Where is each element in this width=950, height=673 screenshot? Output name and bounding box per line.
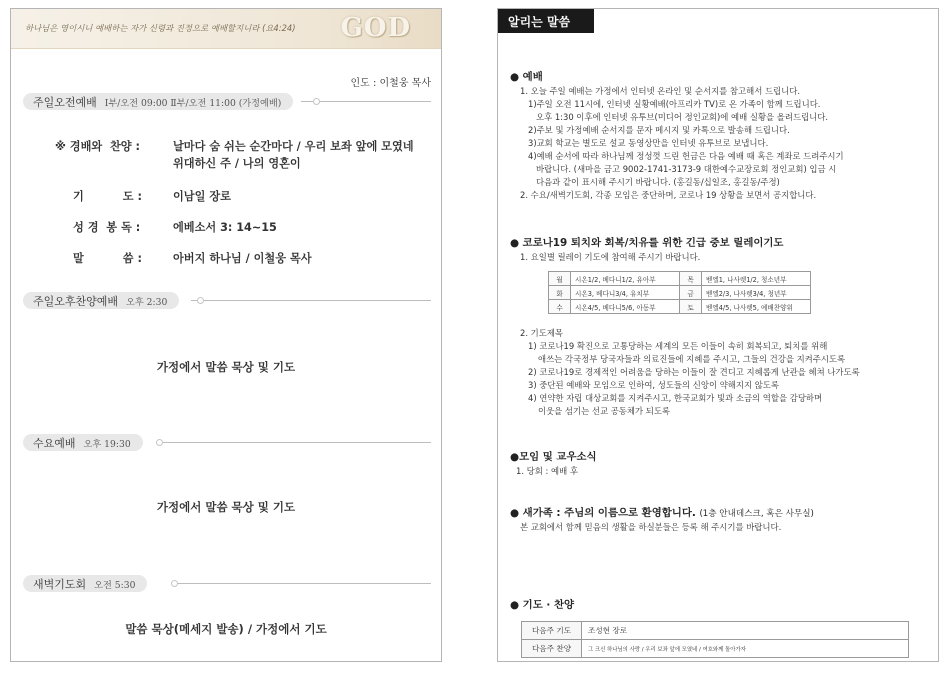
section-wednesday xyxy=(23,434,143,451)
table-row xyxy=(549,300,811,314)
prayer-praise-table xyxy=(521,621,909,658)
table-row xyxy=(549,286,811,300)
relay-item: 3) 중단된 예배와 모임으로 인하여, 성도들의 신앙이 약해지지 않도록 xyxy=(528,380,779,390)
section-name: 수요예배 xyxy=(33,436,76,450)
worship-line: 오후 1:30 이후에 인터넷 유투브(미디어 정인교회)에 예배 실황을 올려드립니다. xyxy=(536,112,829,122)
section-divider xyxy=(176,583,431,584)
table-cell: 다음주 기도 xyxy=(522,622,582,640)
table-row xyxy=(522,622,909,640)
table-cell: 조성현 장로 xyxy=(582,622,909,640)
section-wednesday-bar xyxy=(23,434,431,451)
leader: 인도 : 이철웅 목사 xyxy=(350,78,431,89)
worship-line: 1. 오늘 주일 예배는 가정에서 인터넷 온라인 및 순서지를 참고해서 드립니다. xyxy=(520,86,800,96)
prayer-praise-heading: ● 기도 · 찬양 xyxy=(510,599,575,611)
worship-line: 바랍니다. (새마을 금고 9002-1741-3173-9 대한예수교장로회 정인교회) 입금 시 xyxy=(536,164,837,174)
table-cell: 시온3, 베다니3/4, 유치부 xyxy=(571,286,680,300)
page-title: 알리는 말씀 xyxy=(498,9,594,33)
worship-heading: ● 예배 xyxy=(510,71,543,83)
order-praise xyxy=(55,138,414,154)
worship-line: 1)주일 오전 11시에, 인터넷 실황예배(아프리카 TV)로 온 가족이 함께 드립니다. xyxy=(528,99,821,109)
afternoon-content: 가정에서 말씀 묵상 및 기도 xyxy=(156,360,296,374)
newcomer-line: 본 교회에서 함께 믿음의 생활을 하실분들은 등록 해 주시기를 바랍니다. xyxy=(520,522,782,532)
bullet-dot-icon xyxy=(171,580,178,587)
table-row xyxy=(522,640,909,658)
dawn-content: 말씀 묵상(메세지 발송) / 가정에서 기도 xyxy=(125,622,327,636)
section-divider xyxy=(159,442,431,443)
table-cell: 벧엘4/5, 나사렛5, 예배찬양위 xyxy=(702,300,811,314)
section-name: 새벽기도회 xyxy=(33,577,87,591)
newcomer-title: ● 새가족 : 주님의 이름으로 환영합니다. xyxy=(510,507,696,519)
table-cell: 월 xyxy=(549,272,571,286)
table-cell: 금 xyxy=(680,286,702,300)
order-prayer xyxy=(73,188,231,204)
table-cell: 벧엘1, 나사렛1/2, 청소년부 xyxy=(702,272,811,286)
section-time: 오후 19:30 xyxy=(83,438,131,450)
relay-sub1: 1. 요일별 릴레이 기도에 참여해 주시기 바랍니다. xyxy=(520,252,701,262)
verse-header xyxy=(11,9,441,49)
relay-item: 이웃을 섬기는 선교 공동체가 되도록 xyxy=(538,406,671,416)
table-cell: 수 xyxy=(549,300,571,314)
worship-line: 2)주보 및 가정예배 순서지를 문자 메시지 및 카톡으로 발송해 드립니다. xyxy=(528,125,790,135)
relay-sub2: 2. 기도제목 xyxy=(520,328,564,338)
order-reading xyxy=(73,219,277,235)
section-dawn-bar xyxy=(23,575,431,592)
relay-heading: ● 코로나19 퇴치와 회복/치유를 위한 긴급 중보 릴레이기도 xyxy=(510,237,784,249)
relay-item: 1) 코로나19 확진으로 고통당하는 세계의 모든 이들이 속히 회복되고, 퇴치를 위해 xyxy=(528,341,828,351)
meeting-line: 1. 당회 : 예배 후 xyxy=(516,466,578,476)
bullet-dot-icon xyxy=(197,297,204,304)
table-row xyxy=(549,272,811,286)
order-label: 말 씀 : xyxy=(73,252,142,265)
section-divider xyxy=(191,300,431,301)
table-cell: 그 크신 하나님의 사랑 / 우리 보좌 앞에 모였네 / 여호와께 돌아가자 xyxy=(582,640,909,658)
order-label: 기 도 : xyxy=(73,190,142,203)
table-cell: 다음주 찬양 xyxy=(522,640,582,658)
newcomer-heading xyxy=(510,507,814,521)
section-afternoon xyxy=(23,292,179,309)
section-time: Ⅰ부/오전 09:00 Ⅱ부/오전 11:00 (가정예배) xyxy=(104,97,282,109)
table-cell: 벧엘2/3, 나사렛3/4, 청년부 xyxy=(702,286,811,300)
announcements-page xyxy=(497,8,939,662)
order-value: 날마다 숨 쉬는 순간마다 / 우리 보좌 앞에 모였네 xyxy=(173,140,414,153)
table-cell: 토 xyxy=(680,300,702,314)
worship-line: 2. 수요/새벽기도회, 각종 모임은 중단하며, 코로나 19 상황을 보면서 공지합니다. xyxy=(520,190,817,200)
worship-line: 3)교회 학교는 별도로 설교 동영상만을 인터넷 유투브로 보냅니다. xyxy=(528,138,769,148)
order-value: 에베소서 3: 14~15 xyxy=(173,221,277,234)
table-cell: 목 xyxy=(680,272,702,286)
worship-line: 4)예배 순서에 따라 하나님께 정성껏 드린 헌금은 다음 예배 때 혹은 계좌로 드려주시기 xyxy=(528,151,844,161)
wednesday-content: 가정에서 말씀 묵상 및 기도 xyxy=(156,500,296,514)
section-time: 오전 5:30 xyxy=(94,579,136,591)
relay-item: 2) 코로나19로 경제적인 어려움을 당하는 이들이 잘 견디고 지혜롭게 난관을 헤쳐 나가도록 xyxy=(528,367,860,377)
relay-prayer-table xyxy=(548,271,811,314)
worship-line: 다음과 같이 표시해 주시기 바랍니다. (홍길동/십일조, 홍길동/주정) xyxy=(536,177,780,187)
meeting-heading: ●모임 및 교우소식 xyxy=(510,451,597,463)
section-time: 오후 2:30 xyxy=(126,296,168,308)
section-morning-bar xyxy=(23,93,431,110)
section-name: 주일오후찬양예배 xyxy=(33,294,119,308)
god-logo: GOD xyxy=(340,13,411,43)
order-label: ※ 경배와 찬양 : xyxy=(55,140,140,153)
bullet-dot-icon xyxy=(156,439,163,446)
order-value: 이남일 장로 xyxy=(173,190,231,203)
header-verse: 하나님은 영이시니 예배하는 자가 신령과 진정으로 예배할지니라 (요4:24) xyxy=(25,23,296,33)
table-cell: 시온4/5, 베다니5/6, 아동부 xyxy=(571,300,680,314)
table-cell: 화 xyxy=(549,286,571,300)
relay-item: 4) 연약한 자립 대상교회를 지켜주시고, 한국교회가 빛과 소금의 역할을 감당하며 xyxy=(528,393,823,403)
section-afternoon-bar xyxy=(23,292,431,309)
order-praise-cont: 위대하신 주 / 나의 영혼이 xyxy=(173,157,301,170)
order-sermon xyxy=(73,250,312,266)
order-value: 아버지 하나님 / 이철웅 목사 xyxy=(173,252,312,265)
newcomer-location: (1층 안내데스크, 혹은 사무실) xyxy=(699,509,814,519)
section-morning xyxy=(23,93,293,110)
section-dawn xyxy=(23,575,147,592)
bullet-dot-icon xyxy=(313,98,320,105)
section-divider xyxy=(301,101,431,102)
section-name: 주일오전예배 xyxy=(33,95,97,109)
order-label: 성 경 봉 독 : xyxy=(73,221,141,234)
worship-order-page xyxy=(10,8,442,662)
relay-item: 애쓰는 각국정부 당국자들과 의료진들에 지혜를 주시고, 그들의 건강을 지켜주시도록 xyxy=(538,354,846,364)
table-cell: 시온1/2, 베다니1/2, 유아부 xyxy=(571,272,680,286)
